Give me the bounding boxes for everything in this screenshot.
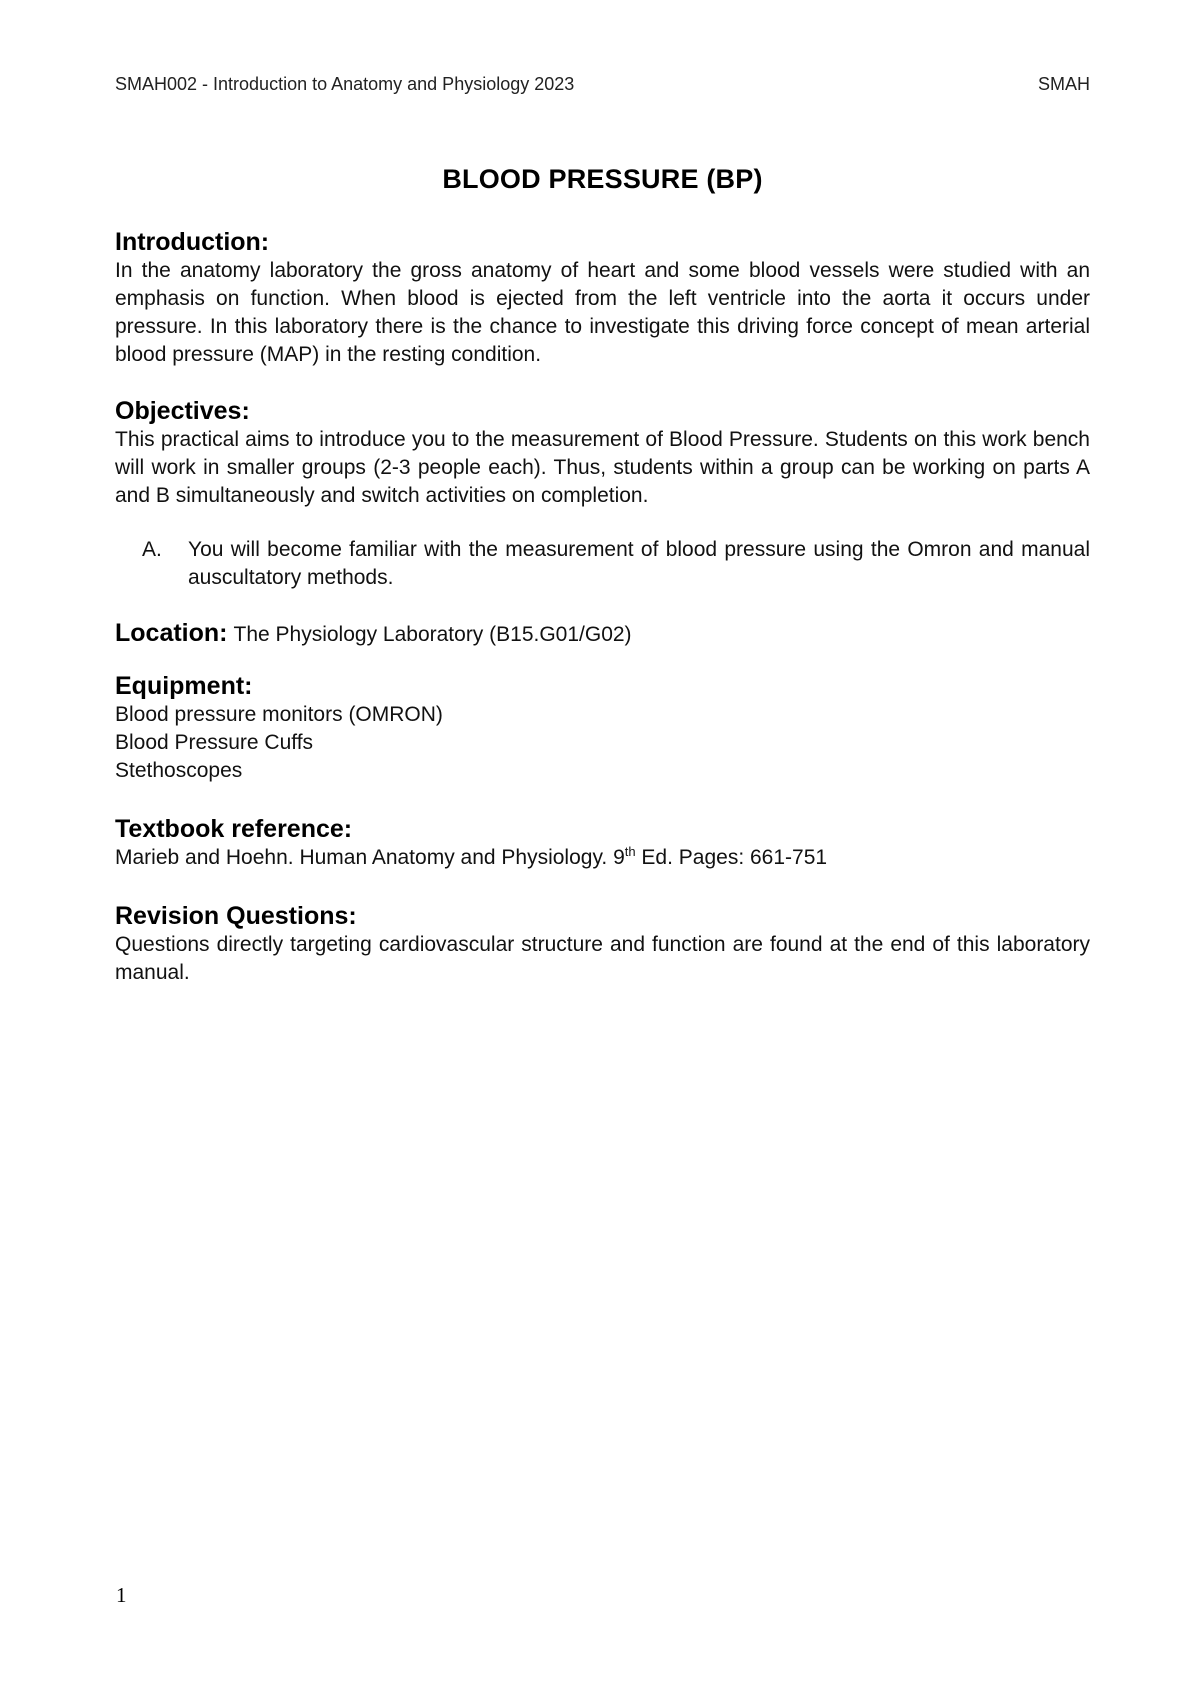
- textbook-reference-main: Marieb and Hoehn. Human Anatomy and Physiology. 9: [115, 846, 625, 869]
- objectives-section: [115, 396, 1090, 592]
- revision-heading: Revision Questions:: [115, 902, 357, 930]
- equipment-list: [115, 701, 1090, 785]
- introduction-text: In the anatomy laboratory the gross anatomy of heart and some blood vessels were studied with an emphasis on function. When blood is ejected from the left ventricle into the aorta it occurs under pressure. In this laboratory there is the chance to investigate this driving force concept of mean arterial blood pressure (MAP) in the resting condition.: [115, 259, 1090, 366]
- page-number: 1: [116, 1583, 127, 1607]
- objectives-list-item: [115, 536, 1090, 592]
- edition-superscript: th: [624, 844, 636, 859]
- list-item-text: You will become familiar with the measurement of blood pressure using the Omron and manual auscultatory methods.: [188, 538, 1090, 589]
- equipment-item: Blood pressure monitors (OMRON): [115, 703, 443, 726]
- list-item-marker: A.: [142, 538, 162, 561]
- location-heading: Location:: [115, 619, 228, 647]
- revision-section: [115, 901, 1090, 987]
- equipment-item: Stethoscopes: [115, 759, 243, 782]
- equipment-heading: Equipment:: [115, 672, 253, 700]
- location-section: [115, 618, 1090, 649]
- revision-text: Questions directly targeting cardiovascular structure and function are found at the end of this laboratory manual.: [115, 933, 1090, 984]
- introduction-heading: Introduction:: [115, 228, 270, 256]
- header-department: SMAH: [1037, 74, 1090, 94]
- textbook-reference-pages: Ed. Pages: 661-751: [635, 846, 828, 869]
- header-course-title: SMAH002 - Introduction to Anatomy and Physiology 2023: [115, 74, 575, 94]
- textbook-heading: Textbook reference:: [115, 815, 353, 843]
- objectives-heading: Objectives:: [115, 397, 250, 425]
- page-header: [115, 74, 1090, 95]
- document-body: [115, 227, 1090, 987]
- textbook-section: [115, 814, 1090, 872]
- textbook-reference: [115, 844, 1090, 872]
- equipment-item: Blood Pressure Cuffs: [115, 731, 314, 754]
- objectives-text: This practical aims to introduce you to the measurement of Blood Pressure. Students on this work bench will work in smaller groups (2-3 people each). Thus, students within a group can be working on parts A and B simultaneously and switch activities on completion.: [115, 428, 1090, 507]
- document-title: BLOOD PRESSURE (BP): [442, 164, 763, 194]
- location-text: The Physiology Laboratory (B15.G01/G02): [233, 623, 632, 646]
- introduction-section: [115, 227, 1090, 369]
- equipment-section: [115, 671, 1090, 785]
